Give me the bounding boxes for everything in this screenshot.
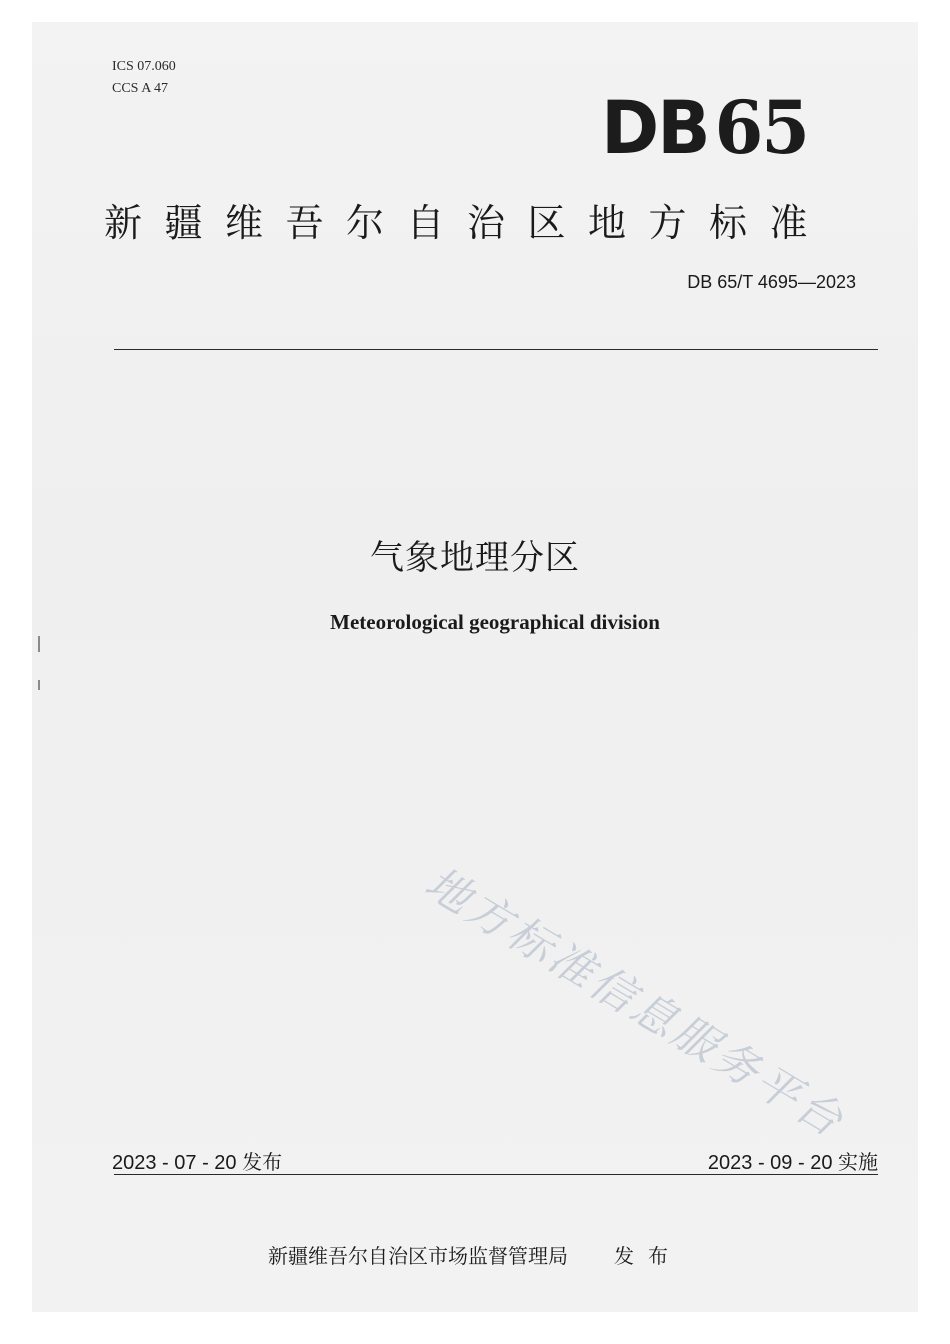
- issue-date: 2023 - 07 - 20 发布: [112, 1152, 283, 1174]
- scan-artifact: [38, 680, 40, 690]
- standard-number: DB 65/T 4695—2023: [687, 272, 856, 292]
- watermark: 地方标准信息服务平台: [416, 857, 854, 1149]
- ccs-code: CCS A 47: [112, 81, 169, 96]
- bottom-divider: [114, 1174, 878, 1175]
- classification-codes: [112, 56, 176, 100]
- document-title-cn: 气象地理分区: [370, 538, 580, 578]
- ics-code: ICS 07.060: [112, 59, 176, 74]
- publisher-line: [0, 1240, 950, 1269]
- document-title-en: Meteorological geographical division: [330, 610, 660, 634]
- implementation-date: 2023 - 09 - 20 实施: [707, 1152, 878, 1174]
- scan-artifact: [38, 636, 40, 652]
- db-logo: [601, 84, 808, 171]
- publisher-name: 新疆维吾尔自治区市场监督管理局: [268, 1244, 568, 1268]
- publisher-action: 发布: [614, 1244, 682, 1268]
- top-divider: [114, 349, 878, 350]
- standard-title: 新疆维吾尔自治区地方标准: [104, 201, 831, 245]
- logo-number: 65: [714, 83, 808, 172]
- logo-prefix: DB: [601, 84, 709, 172]
